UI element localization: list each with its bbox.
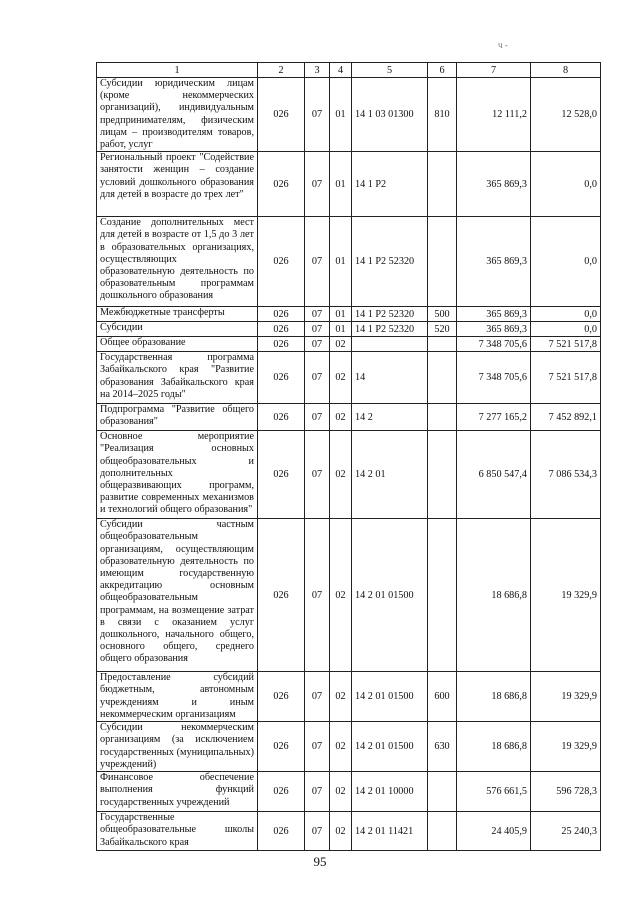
cell-sum-1: 18 686,8: [457, 519, 531, 672]
cell-sum-1: 365 869,3: [457, 217, 531, 307]
row-name: Подпрограмма "Развитие общего образования": [97, 404, 258, 431]
budget-table: [96, 62, 601, 851]
cell-sum-2: 596 728,3: [531, 772, 601, 812]
cell-csr: 14 2 01 01500: [352, 722, 428, 772]
cell-vr: [428, 812, 457, 851]
cell-pr: 01: [330, 78, 352, 152]
cell-rz: 07: [305, 78, 330, 152]
cell-sum-1: 365 869,3: [457, 152, 531, 217]
cell-rz: 07: [305, 322, 330, 337]
cell-sum-2: 12 528,0: [531, 78, 601, 152]
cell-vr: [428, 337, 457, 352]
cell-vr: [428, 519, 457, 672]
cell-sum-1: 7 277 165,2: [457, 404, 531, 431]
cell-pr: 02: [330, 404, 352, 431]
cell-sum-1: 12 111,2: [457, 78, 531, 152]
cell-ved: 026: [258, 337, 305, 352]
col-header: 5: [352, 63, 428, 78]
col-header: 6: [428, 63, 457, 78]
row-name: Финансовое обеспечение выполнения функций государственных учреждений: [97, 772, 258, 812]
cell-sum-1: 24 405,9: [457, 812, 531, 851]
cell-ved: 026: [258, 722, 305, 772]
cell-ved: 026: [258, 322, 305, 337]
cell-rz: 07: [305, 812, 330, 851]
cell-csr: 14 1 Р2: [352, 152, 428, 217]
row-name: Государственная программа Забайкальского края "Развитие образования Забайкальского края на 2014–2025 годы": [97, 352, 258, 404]
row-name: Общее образование: [97, 337, 258, 352]
cell-csr: 14 1 Р2 52320: [352, 307, 428, 322]
cell-sum-1: 7 348 705,6: [457, 352, 531, 404]
cell-rz: 07: [305, 431, 330, 519]
col-header: 7: [457, 63, 531, 78]
cell-sum-2: 19 329,9: [531, 672, 601, 722]
cell-csr: 14 2 01: [352, 431, 428, 519]
cell-ved: 026: [258, 812, 305, 851]
table-row: [97, 672, 601, 722]
cell-pr: 01: [330, 217, 352, 307]
cell-sum-2: 19 329,9: [531, 519, 601, 672]
row-name: Субсидии некоммерческим организациям (за исключением государственных (муниципальных) учреждений): [97, 722, 258, 772]
table-row: [97, 812, 601, 851]
cell-sum-2: 7 086 534,3: [531, 431, 601, 519]
table-row: [97, 78, 601, 152]
row-name: Предоставление субсидий бюджетным, автономным учреждениям и иным некоммерческим организациям: [97, 672, 258, 722]
cell-sum-1: 365 869,3: [457, 307, 531, 322]
col-header: 8: [531, 63, 601, 78]
cell-ved: 026: [258, 352, 305, 404]
page-number: 95: [313, 854, 327, 869]
cell-vr: [428, 404, 457, 431]
cell-rz: 07: [305, 519, 330, 672]
cell-csr: 14 2 01 01500: [352, 519, 428, 672]
cell-ved: 026: [258, 78, 305, 152]
cell-pr: 02: [330, 672, 352, 722]
cell-sum-1: 576 661,5: [457, 772, 531, 812]
row-name: Субсидии юридическим лицам (кроме некоммерческих организаций), индивидуальным предпринимателям, физическим лицам – производителям товаров, работ, услуг: [97, 78, 258, 152]
col-header: 3: [305, 63, 330, 78]
cell-vr: [428, 431, 457, 519]
cell-ved: 026: [258, 672, 305, 722]
table-row: [97, 322, 601, 337]
table-row: [97, 431, 601, 519]
cell-ved: 026: [258, 307, 305, 322]
table-row: [97, 152, 601, 217]
cell-ved: 026: [258, 431, 305, 519]
cell-vr: 520: [428, 322, 457, 337]
cell-pr: 02: [330, 722, 352, 772]
cell-sum-2: 25 240,3: [531, 812, 601, 851]
cell-sum-1: 6 850 547,4: [457, 431, 531, 519]
cell-csr: 14: [352, 352, 428, 404]
cell-csr: 14 2 01 10000: [352, 772, 428, 812]
page-mark: ч -: [498, 40, 508, 50]
cell-pr: 02: [330, 772, 352, 812]
cell-ved: 026: [258, 519, 305, 672]
cell-sum-2: 0,0: [531, 217, 601, 307]
cell-rz: 07: [305, 772, 330, 812]
col-header: 2: [258, 63, 305, 78]
cell-sum-1: 18 686,8: [457, 722, 531, 772]
cell-pr: 01: [330, 307, 352, 322]
cell-csr: 14 2 01 01500: [352, 672, 428, 722]
row-name: Создание дополнительных мест для детей в возрасте от 1,5 до 3 лет в образовательных организациях, осуществляющих образовательную деятельность по образовательным программам дошкольного образования: [97, 217, 258, 307]
table-row: [97, 722, 601, 772]
cell-csr: 14 1 03 01300: [352, 78, 428, 152]
cell-sum-2: 0,0: [531, 152, 601, 217]
cell-rz: 07: [305, 337, 330, 352]
cell-rz: 07: [305, 307, 330, 322]
cell-csr: 14 1 Р2 52320: [352, 322, 428, 337]
cell-ved: 026: [258, 404, 305, 431]
row-name: Государственные общеобразовательные школы Забайкальского края: [97, 812, 258, 851]
cell-rz: 07: [305, 352, 330, 404]
row-name: Субсидии частным общеобразовательным организациям, осуществляющим образовательную деятельность по имеющим государственную аккредитацию основным общеобразовательным программам, на возмещение затрат в связи с оказанием услуг дошкольного, начального общего, основного общего, среднего общего образования: [97, 519, 258, 672]
cell-sum-2: 7 521 517,8: [531, 337, 601, 352]
table-row: [97, 307, 601, 322]
cell-rz: 07: [305, 722, 330, 772]
table-row: [97, 217, 601, 307]
col-header: 1: [97, 63, 258, 78]
cell-pr: 02: [330, 337, 352, 352]
cell-pr: 01: [330, 152, 352, 217]
table-row: [97, 404, 601, 431]
cell-vr: 600: [428, 672, 457, 722]
cell-sum-1: 18 686,8: [457, 672, 531, 722]
cell-rz: 07: [305, 404, 330, 431]
cell-sum-2: 7 452 892,1: [531, 404, 601, 431]
cell-vr: [428, 217, 457, 307]
cell-pr: 02: [330, 519, 352, 672]
cell-vr: 500: [428, 307, 457, 322]
cell-pr: 02: [330, 431, 352, 519]
header-row: [97, 63, 601, 78]
table-row: [97, 337, 601, 352]
col-header: 4: [330, 63, 352, 78]
cell-ved: 026: [258, 772, 305, 812]
cell-ved: 026: [258, 217, 305, 307]
row-name: Основное мероприятие "Реализация основных общеобразовательных и дополнительных общеразвивающих программ, развитие современных механизмов и технологий общего образования": [97, 431, 258, 519]
cell-sum-2: 19 329,9: [531, 722, 601, 772]
row-name: Межбюджетные трансферты: [97, 307, 258, 322]
cell-rz: 07: [305, 217, 330, 307]
cell-csr: 14 2: [352, 404, 428, 431]
cell-vr: [428, 352, 457, 404]
row-name: Региональный проект "Содействие занятости женщин – создание условий дошкольного образования для детей в возрасте до трех лет": [97, 152, 258, 217]
cell-sum-1: 365 869,3: [457, 322, 531, 337]
cell-rz: 07: [305, 672, 330, 722]
table-row: [97, 519, 601, 672]
cell-sum-1: 7 348 705,6: [457, 337, 531, 352]
cell-sum-2: 0,0: [531, 307, 601, 322]
table-row: [97, 772, 601, 812]
cell-csr: 14 1 Р2 52320: [352, 217, 428, 307]
cell-csr: [352, 337, 428, 352]
cell-rz: 07: [305, 152, 330, 217]
cell-ved: 026: [258, 152, 305, 217]
cell-vr: [428, 152, 457, 217]
cell-pr: 02: [330, 352, 352, 404]
cell-pr: 02: [330, 812, 352, 851]
cell-vr: [428, 772, 457, 812]
table-row: [97, 352, 601, 404]
cell-sum-2: 0,0: [531, 322, 601, 337]
cell-vr: 630: [428, 722, 457, 772]
cell-pr: 01: [330, 322, 352, 337]
cell-csr: 14 2 01 11421: [352, 812, 428, 851]
row-name: Субсидии: [97, 322, 258, 337]
cell-sum-2: 7 521 517,8: [531, 352, 601, 404]
cell-vr: 810: [428, 78, 457, 152]
